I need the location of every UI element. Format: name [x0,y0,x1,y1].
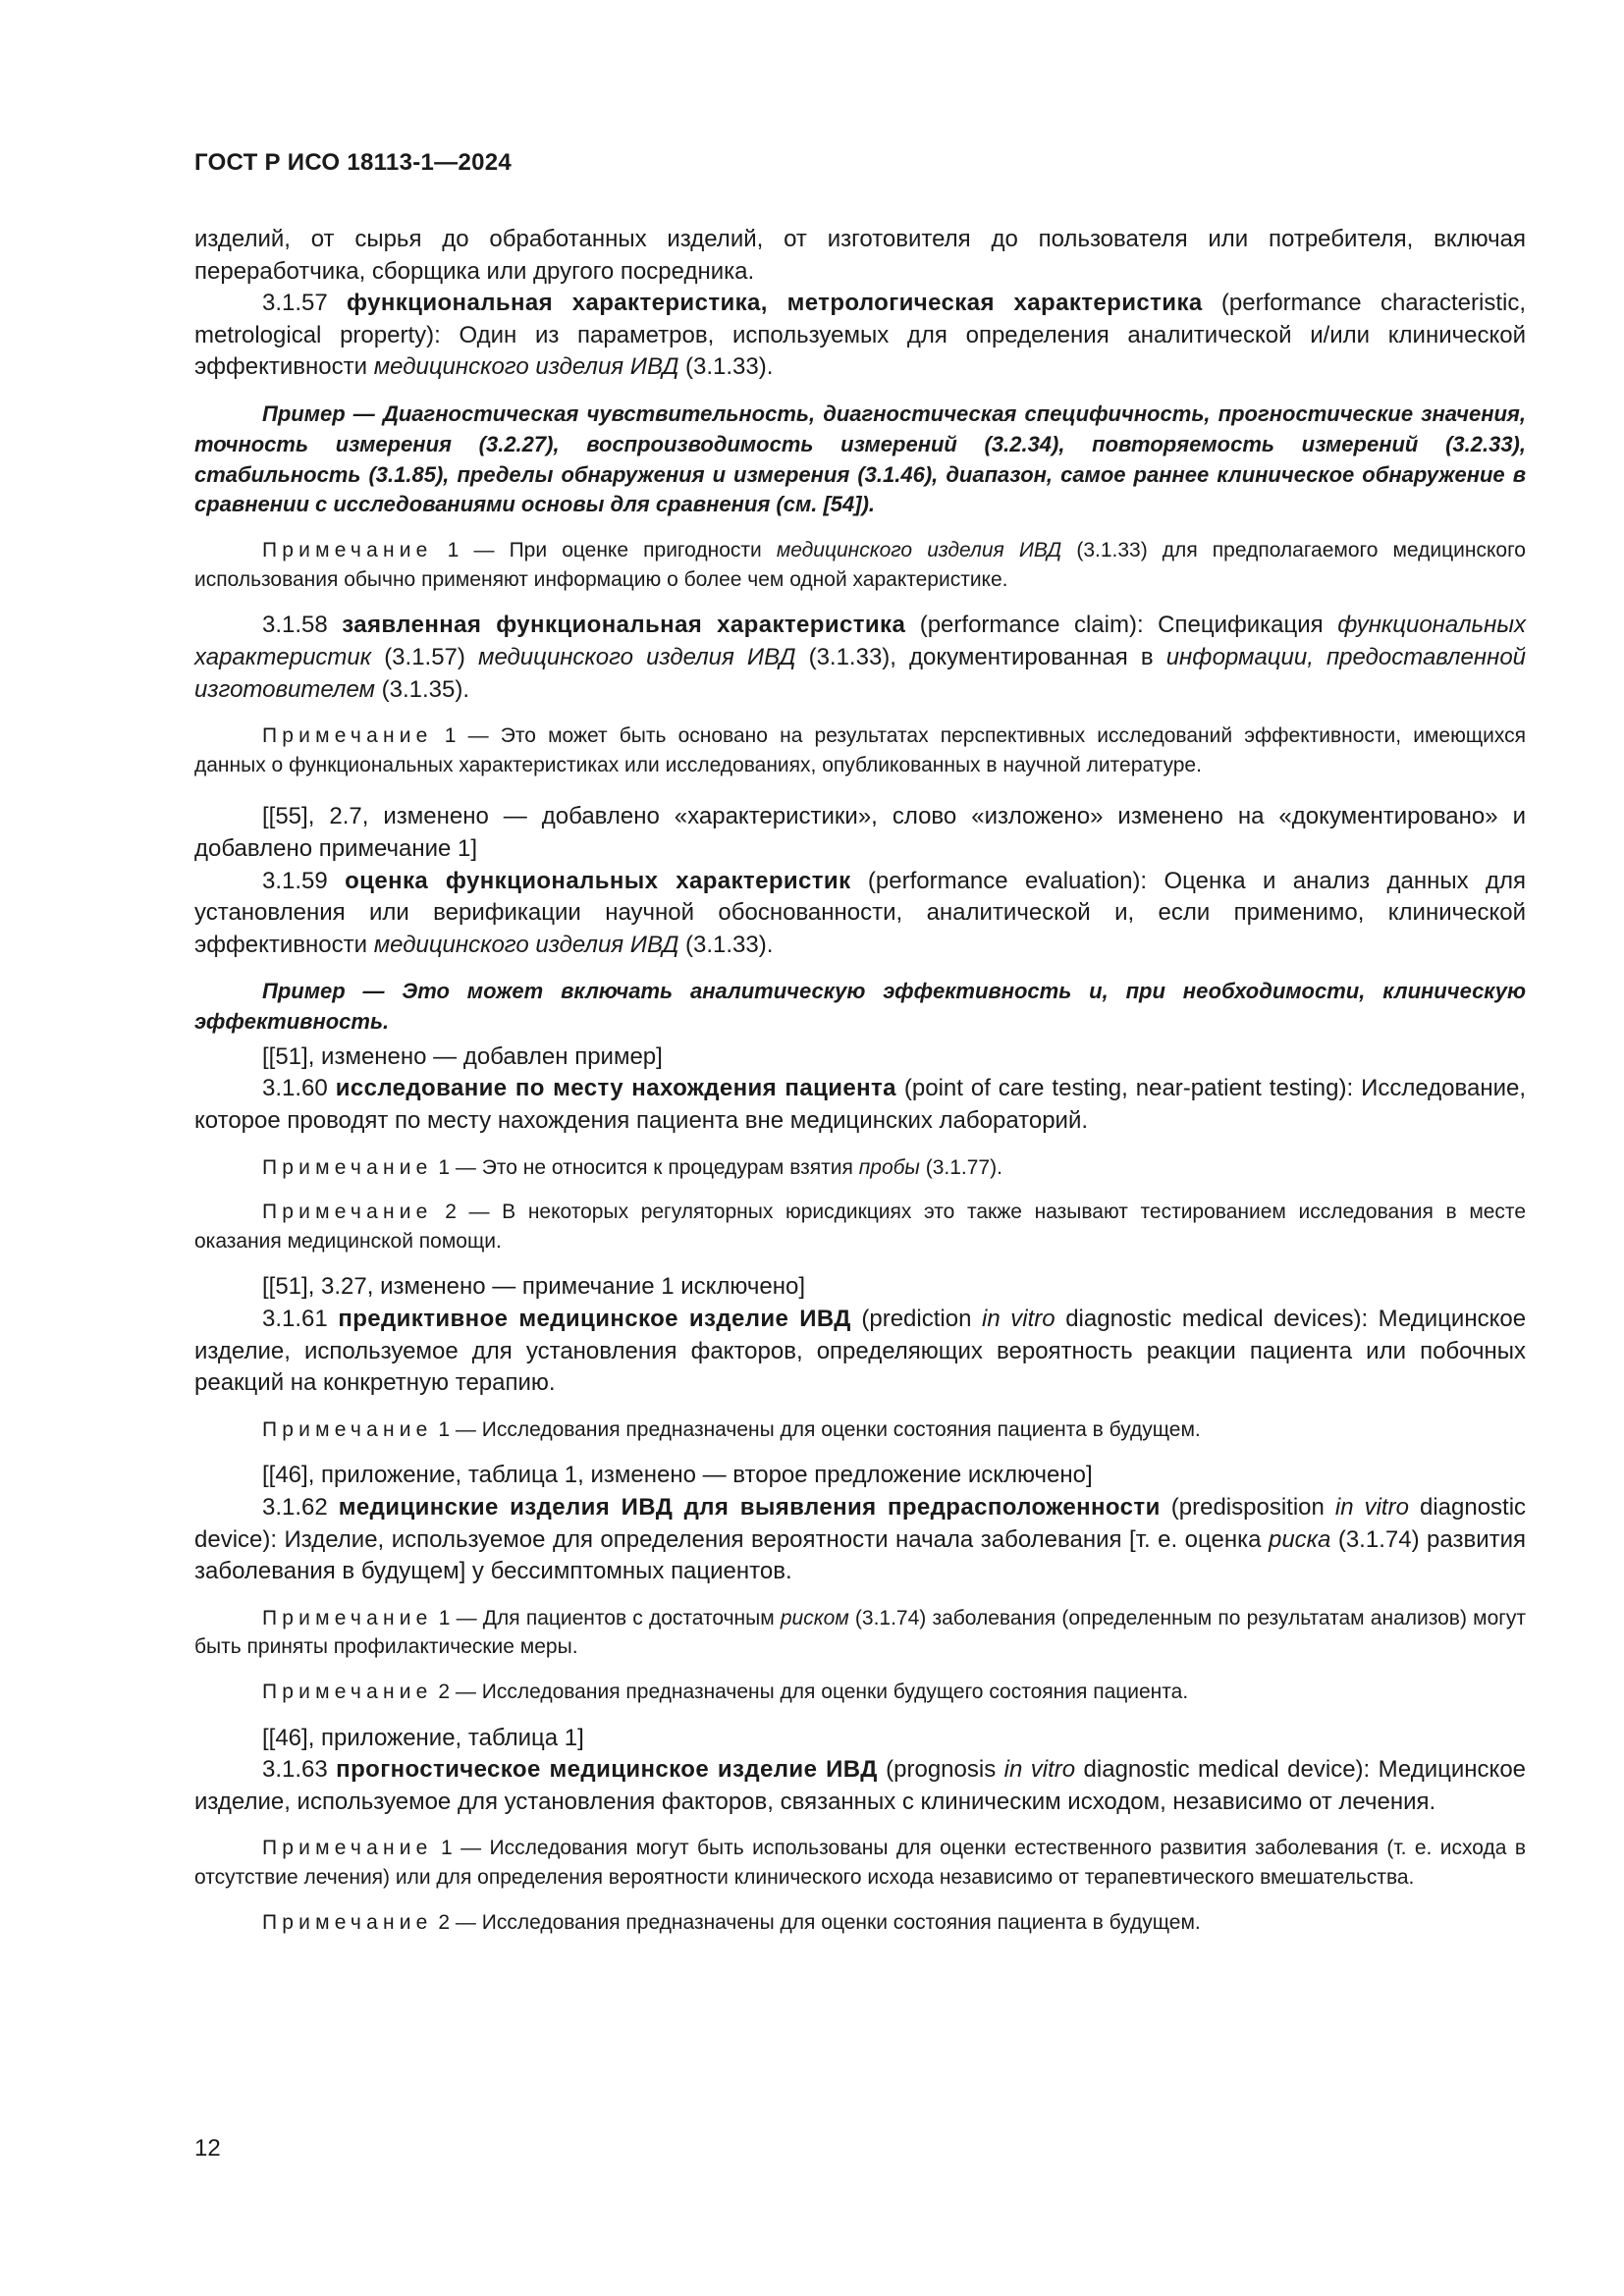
page-content [194,224,1526,1937]
note-2-3-1-60: Примечание 2 — В некоторых регуляторных юрисдикциях это также называют тестированием исследования в месте оказания медицинской помощи. [194,1201,1526,1253]
term-title: исследование по месту нахождения пациента [335,1075,896,1102]
example-3-1-59: Пример — Это может включать аналитическую эффективность и, при необходимости, клиническую эффективность. [194,979,1526,1035]
note-1-3-1-60: Примечание 1 — Это не относится к процедурам взятия пробы (3.1.77). [262,1155,1002,1179]
page-number: 12 [194,2135,221,2162]
paragraph-continuation: изделий, от сырья до обработанных изделий, от изготовителя до пользователя или потребителя, включая переработчика, сборщика или другого посредника. [194,226,1526,285]
document-header: ГОСТ Р ИСО 18113-1—2024 [194,149,513,176]
note-2-3-1-63: Примечание 2 — Исследования предназначены для оценки состояния пациента в будущем. [262,1910,1201,1934]
source-3-1-60: [[51], 3.27, изменено — примечание 1 исключено] [262,1273,805,1301]
note-1-3-1-62: Примечание 1 — Для пациентов с достаточным риском (3.1.74) заболевания (определенным по результатам анализов) могут быть приняты профилактические меры. [194,1606,1527,1659]
source-3-1-61: [[46], приложение, таблица 1, изменено — второе предложение исключено] [262,1462,1093,1489]
source-3-1-62: [[46], приложение, таблица 1] [262,1724,584,1751]
term-3-1-62: 3.1.62 медицинские изделия ИВД для выявления предрасположенности (predisposition in vitro diagnostic device): Изделие, используемое для определения вероятности начала заболевания [т. е. оценка риска (3.1.74) развития заболевания в будущем] у бессимптомных пациентов. [194,1494,1527,1585]
note-3-1-57: Примечание 1 — При оценке пригодности медицинского изделия ИВД (3.1.33) для предполагаемого медицинского использования обычно применяют информацию о более чем одной характеристике. [194,539,1526,591]
note-3-1-61: Примечание 1 — Исследования предназначены для оценки состояния пациента в будущем. [262,1417,1201,1441]
term-title: прогностическое медицинское изделие ИВД [336,1756,878,1784]
term-title: медицинские изделия ИВД для выявления предрасположенности [338,1494,1161,1521]
term-3-1-57: 3.1.57 функциональная характеристика, метрологическая характеристика (performance characteristic, metrological property): Один из параметров, используемых для определения аналитической и/или клинической эффективности медицинского изделия ИВД (3.1.33). [194,290,1526,381]
term-title: оценка функциональных характеристик [345,867,851,894]
source-3-1-59: [[51], изменено — добавлен пример] [262,1042,663,1070]
term-3-1-59: 3.1.59 оценка функциональных характеристик (performance evaluation): Оценка и анализ данных для установления или верификации научной обоснованности, аналитической и, если применимо, клинической эффективности медицинского изделия ИВД (3.1.33). [194,867,1526,958]
source-3-1-58: [[55], 2.7, изменено — добавлено «характеристики», слово «изложено» изменено на «документировано» и добавлено примечание 1] [194,803,1526,862]
term-3-1-63: 3.1.63 прогностическое медицинское изделие ИВД (prognosis in vitro diagnostic medical device): Медицинское изделие, используемое для установления факторов, связанных с клиническим исходом, независимо от лечения. [194,1756,1527,1815]
note-2-3-1-62: Примечание 2 — Исследования предназначены для оценки будущего состояния пациента. [262,1680,1189,1703]
example-3-1-57: Пример — Диагностическая чувствительность, диагностическая специфичность, прогностические значения, точность измерения (3.2.27), воспроизводимость измерений (3.2.34), повторяемость измерений (3.2.33), стабильность (3.1.85), пределы обнаружения и измерения (3.1.46), диапазон, самое раннее клиническое обнаружение в сравнении с исследованиями основы для сравнения (см. [54]). [194,400,1526,517]
note-1-3-1-63: Примечание 1 — Исследования могут быть использованы для оценки естественного развития заболевания (т. е. исхода в отсутствие лечения) или для определения вероятности клинического исхода независимо от терапевтического вмешательства. [194,1837,1527,1889]
term-title: заявленная функциональная характеристика [342,612,906,639]
term-3-1-60: 3.1.60 исследование по месту нахождения пациента (point of care testing, near-patient testing): Исследование, которое проводят по месту нахождения пациента вне медицинских лабораторий. [194,1075,1527,1135]
term-3-1-61: 3.1.61 предиктивное медицинское изделие ИВД (prediction in vitro diagnostic medical devices): Медицинское изделие, используемое для установления факторов, определяющих вероятность реакции пациента или побочных реакций на конкретную терапию. [194,1306,1527,1397]
note-3-1-58: Примечание 1 — Это может быть основано на результатах перспективных исследований эффективности, имеющихся данных о функциональных характеристиках или исследованиях, опубликованных в научной литературе. [194,724,1526,776]
term-3-1-58: 3.1.58 заявленная функциональная характеристика (performance claim): Спецификация функциональных характеристик (3.1.57) медицинского изделия ИВД (3.1.33), документированная в информации, предоставленной изготовителем (3.1.35). [194,612,1527,703]
term-title: функциональная характеристика, метрологическая характеристика [347,290,1203,317]
term-title: предиктивное медицинское изделие ИВД [338,1306,851,1333]
